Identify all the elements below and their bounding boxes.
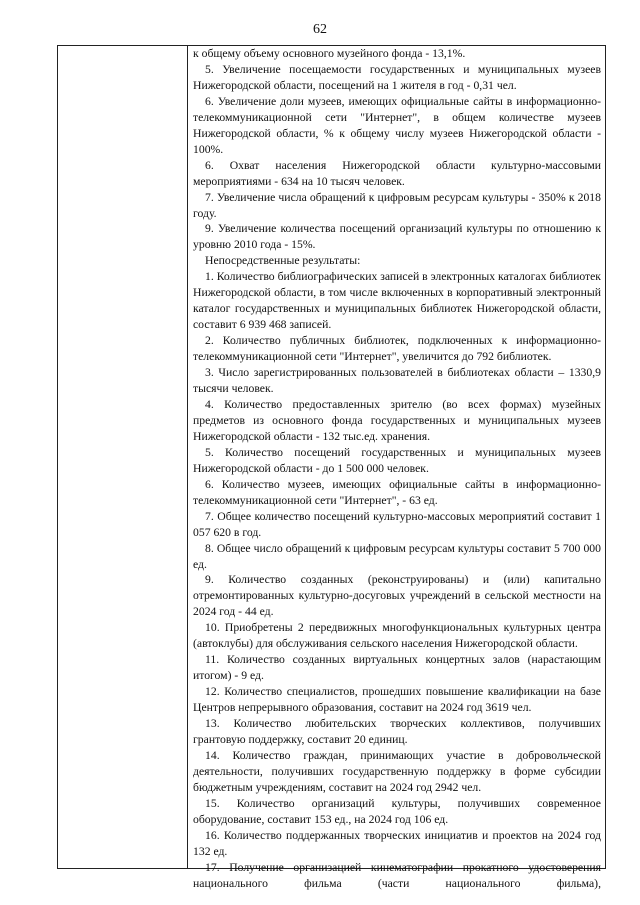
page-number: 62 [313,22,327,37]
paragraph-result-13: 13. Количество любительских творческих коллективов, получивших грантовую поддержку, составит 20 единиц. [193,717,601,746]
paragraph-result-7: 7. Общее количество посещений культурно-массовых мероприятий составит 1 057 620 в год. [193,509,601,539]
paragraph-result-11: 11. Количество созданных виртуальных концертных залов (нарастающим итогом) - 9 ед. [193,653,601,683]
paragraph-result-3: 3. Число зарегистрированных пользователей в библиотеках области – 1330,9 тысячи человек. [193,366,601,396]
paragraph-result-15: 15. Количество организаций культуры, получивших современное оборудование, составит 153 ед., на 2024 год 106 ед. [193,796,601,826]
paragraph-result-8: 8. Общее число обращений к цифровым ресурсам культуры составит 5 700 000 ед. [193,541,601,571]
paragraph-result-16: 16. Количество поддержанных творческих инициатив и проектов на 2024 год 132 ед. [193,828,601,858]
table-left-column [58,46,188,868]
paragraph-museum-websites-share: 6. Увеличение доли музеев, имеющих официальные сайты в информационно-телекоммуникационной сети "Интернет", в общем количестве музеев Нижегородской области, % к общему числу музеев Нижегородской области - 100%. [193,94,601,156]
paragraph-result-17: 17. Получение организацией кинематографии прокатного удостоверения национального фильма (части национального фильма), [193,860,601,890]
paragraph-museum-attendance: 5. Увеличение посещаемости государственных и муниципальных музеев Нижегородской области, посещений на 1 жителя в год - 0,31 чел. [193,62,601,92]
paragraph-result-1: 1. Количество библиографических записей в электронных каталогах библиотек Нижегородской области, в том числе включенных в корпоративный электронный каталог государственных и муниципальных библиотек Нижегородской области, составит 6 939 468 записей. [193,270,601,332]
paragraph-result-10: 10. Приобретены 2 передвижных многофункциональных культурных центра (автоклубы) для обслуживания сельского населения Нижегородской области. [193,621,601,651]
table-right-column [188,46,605,890]
paragraph-results-heading: Непосредственные результаты: [205,254,361,268]
content-table [57,45,606,890]
paragraph-result-6: 6. Количество музеев, имеющих официальные сайты в информационно-телекоммуникационной сети "Интернет", - 63 ед. [193,477,601,507]
paragraph-digital-resources-growth: 7. Увеличение числа обращений к цифровым ресурсам культуры - 350% к 2018 году. [193,190,601,220]
paragraph-result-4: 4. Количество предоставленных зрителю (во всех формах) музейных предметов из основного фонда государственных и муниципальных музеев Нижегородской области - 132 тыс.ед. хранения. [193,397,601,443]
paragraph-result-2: 2. Количество публичных библиотек, подключенных к информационно-телекоммуникационной сети "Интернет", увеличится до 792 библиотек. [193,334,601,364]
paragraph-result-14: 14. Количество граждан, принимающих участие в добровольческой деятельности, получивших государственную поддержку в форме субсидии бюджетным учреждениям, составит на 2024 год 2942 чел. [193,748,601,794]
paragraph-result-9: 9. Количество созданных (реконструированы) и (или) капитально отремонтированных культурно-досуговых учреждений в сельской местности на 2024 год - 44 ед. [193,573,601,619]
paragraph-continuation: к общему объему основного музейного фонда - 13,1%. [193,47,466,60]
paragraph-result-12: 12. Количество специалистов, прошедших повышение квалификации на базе Центров непрерывного образования, составит на 2024 год 3619 чел. [193,685,601,715]
paragraph-result-5: 5. Количество посещений государственных и муниципальных музеев Нижегородской области - до 1 500 000 человек. [193,445,601,475]
paragraph-cultural-events-coverage: 6. Охват населения Нижегородской области культурно-массовыми мероприятиями - 634 на 10 тысяч человек. [193,158,601,188]
paragraph-visits-growth: 9. Увеличение количества посещений организаций культуры по отношению к уровню 2010 года - 15%. [193,222,601,252]
